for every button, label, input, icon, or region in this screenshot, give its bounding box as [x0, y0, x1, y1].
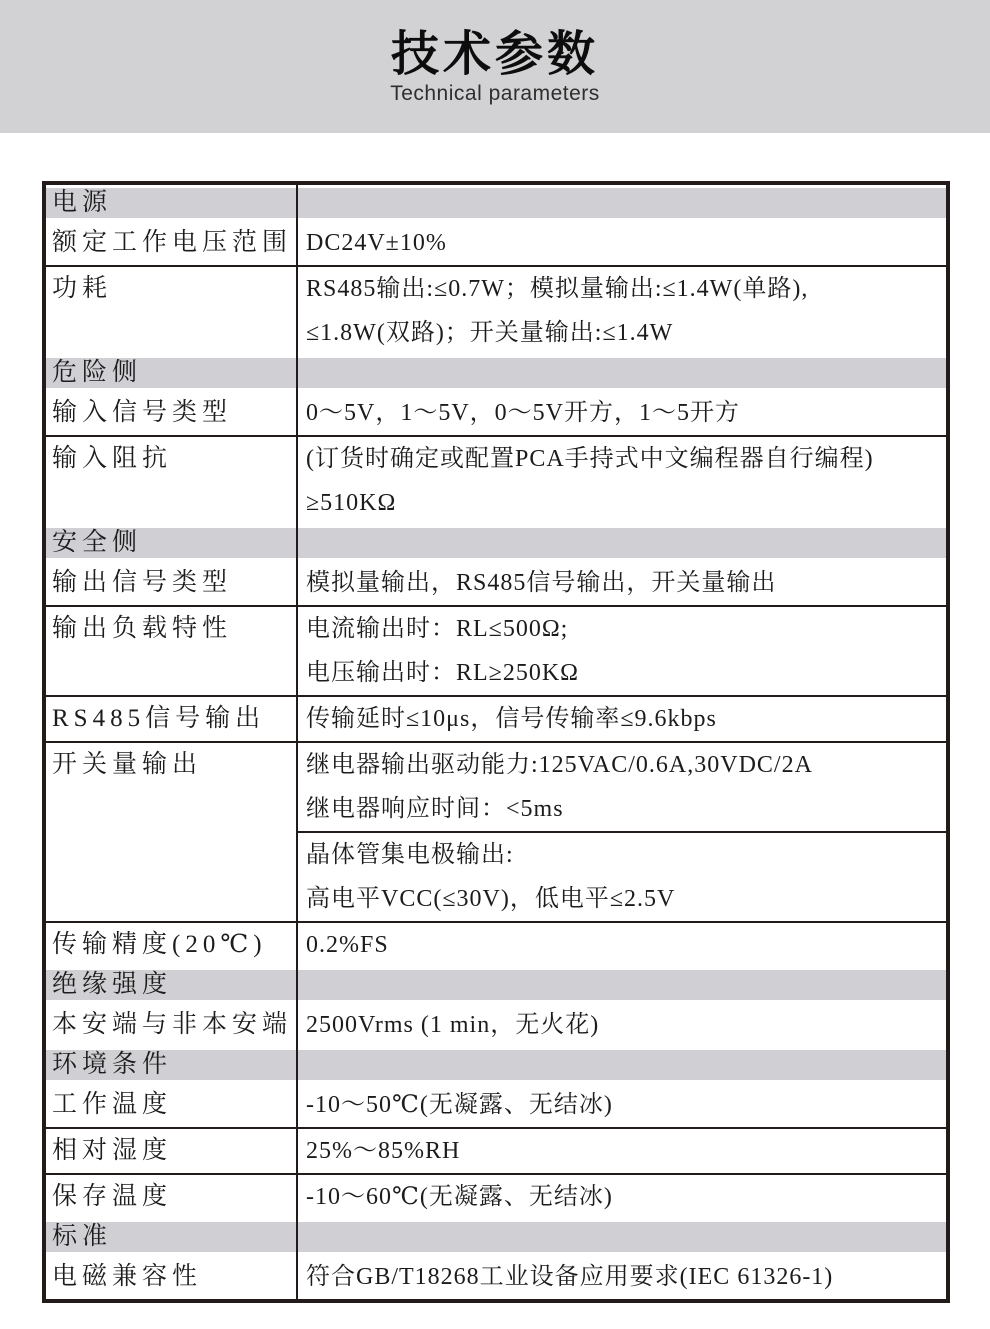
param-row: [46, 435, 946, 525]
param-value-line: 25%～85%RH: [306, 1138, 461, 1164]
param-label: 功耗: [52, 275, 113, 302]
param-value: [296, 1175, 946, 1219]
param-label: 输出负载特性: [52, 615, 233, 642]
section-row: [46, 1047, 946, 1083]
param-label: RS485信号输出: [52, 705, 266, 732]
param-label: 电磁兼容性: [52, 1263, 203, 1290]
param-row: [46, 1173, 946, 1219]
param-value-line: ≥510KΩ: [306, 490, 397, 516]
section-label: 标准: [46, 1222, 946, 1252]
param-row: [46, 221, 946, 265]
param-value-line: 0.2%FS: [306, 932, 389, 958]
param-value: [296, 391, 946, 435]
param-row: [46, 1255, 946, 1299]
section-row: [46, 1219, 946, 1255]
param-value: [296, 1129, 946, 1173]
param-value: [296, 267, 946, 355]
param-value: [296, 1255, 946, 1299]
param-row: [46, 561, 946, 605]
param-value-line: ≤1.8W(双路)；开关量输出:≤1.4W: [306, 320, 674, 346]
param-row: [46, 391, 946, 435]
param-row: [46, 1003, 946, 1047]
param-value: [296, 923, 946, 967]
section-row: [46, 185, 946, 221]
param-value: [296, 437, 946, 525]
section-label: 危险侧: [46, 358, 946, 388]
param-label: 保存温度: [52, 1183, 173, 1210]
param-value-line: DC24V±10%: [306, 230, 447, 256]
section-row: [46, 355, 946, 391]
param-row: [46, 695, 946, 741]
param-label: 输出信号类型: [52, 569, 233, 596]
param-value-line: 0～5V，1～5V，0～5V开方，1～5开方: [306, 400, 740, 426]
param-row: [46, 741, 946, 921]
param-value: [296, 697, 946, 741]
param-value-line: 高电平VCC(≤30V)，低电平≤2.5V: [306, 886, 676, 912]
param-value: [296, 743, 946, 921]
param-row: [46, 265, 946, 355]
param-value-line: 电流输出时：RL≤500Ω;: [306, 616, 569, 642]
param-value-line: -10～60℃(无凝露、无结冰): [306, 1184, 613, 1210]
param-row: [46, 605, 946, 695]
column-divider: [296, 185, 298, 1299]
param-label: 开关量输出: [52, 751, 203, 778]
param-row: [46, 921, 946, 967]
param-label: 输入阻抗: [52, 445, 173, 472]
param-value-line: 继电器输出驱动能力:125VAC/0.6A,30VDC/2A: [306, 752, 813, 778]
section-label: 绝缘强度: [46, 970, 946, 1000]
table-rows: [46, 185, 946, 1299]
parameters-table: [42, 181, 950, 1303]
param-label: 输入信号类型: [52, 399, 233, 426]
section-label: 电源: [46, 188, 946, 218]
param-value-line: (订货时确定或配置PCA手持式中文编程器自行编程): [306, 446, 874, 472]
param-value: [296, 1003, 946, 1047]
section-row: [46, 525, 946, 561]
param-value-line: 2500Vrms (1 min，无火花): [306, 1012, 600, 1038]
param-value-line: -10～50℃(无凝露、无结冰): [306, 1092, 613, 1118]
param-label: 传输精度(20℃): [52, 931, 267, 958]
param-value-block: [296, 831, 946, 921]
param-label: 额定工作电压范围: [52, 229, 293, 256]
param-value-line: 模拟量输出，RS485信号输出，开关量输出: [306, 570, 777, 596]
param-value-line: 电压输出时：RL≥250KΩ: [306, 660, 580, 686]
param-label: 本安端与非本安端: [52, 1011, 293, 1038]
param-value-line: 继电器响应时间：<5ms: [306, 796, 564, 822]
param-row: [46, 1083, 946, 1127]
param-label: 相对湿度: [52, 1137, 173, 1164]
param-value: [296, 1083, 946, 1127]
param-value: [296, 607, 946, 695]
param-value-line: 晶体管集电极输出:: [306, 842, 514, 868]
param-value: [296, 561, 946, 605]
param-value: [296, 221, 946, 265]
header-band: [0, 0, 990, 133]
param-value-block: [306, 743, 946, 831]
section-label: 环境条件: [46, 1050, 946, 1080]
page-subtitle: Technical parameters: [390, 82, 600, 105]
param-value-line: RS485输出:≤0.7W；模拟量输出:≤1.4W(单路),: [306, 276, 809, 302]
param-value-line: 传输延时≤10μs，信号传输率≤9.6kbps: [306, 706, 717, 732]
page-title: 技术参数: [390, 28, 599, 81]
section-row: [46, 967, 946, 1003]
param-row: [46, 1127, 946, 1173]
section-label: 安全侧: [46, 528, 946, 558]
param-value-line: 符合GB/T18268工业设备应用要求(IEC 61326-1): [306, 1264, 834, 1290]
param-label: 工作温度: [52, 1091, 173, 1118]
